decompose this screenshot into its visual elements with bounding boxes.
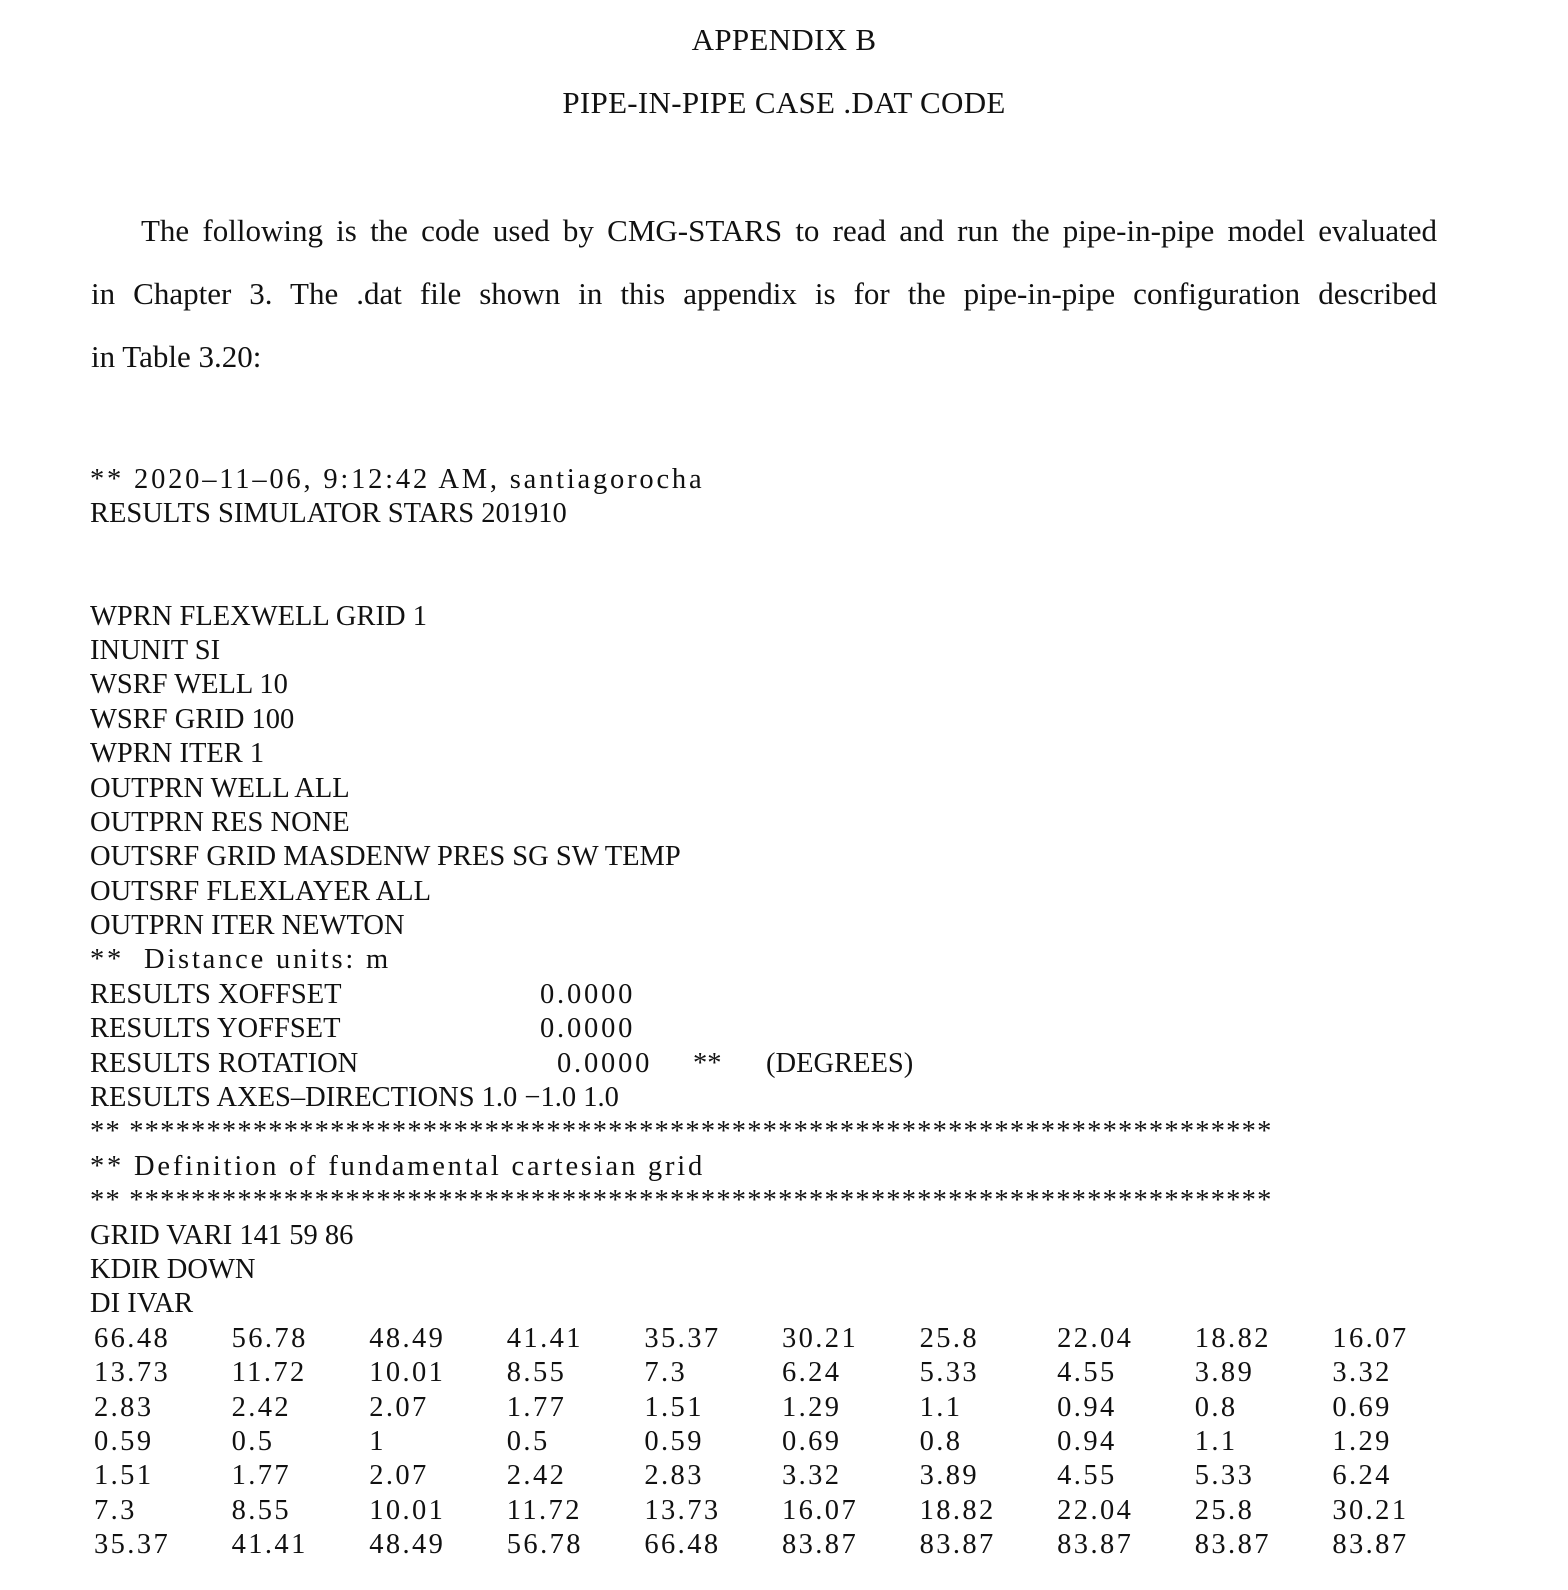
code-axes-directions: RESULTS AXES–DIRECTIONS 1.0 −1.0 1.0 (90, 1082, 619, 1114)
di-value: 1.29 (781, 1391, 842, 1423)
code-results-simulator: RESULTS SIMULATOR STARS 201910 (90, 498, 567, 530)
di-value: 30.21 (1332, 1494, 1409, 1526)
di-value: 6.24 (1332, 1460, 1392, 1492)
code-distance-comment: ** Distance units: m (90, 944, 392, 976)
di-value: 16.07 (781, 1494, 859, 1526)
di-value: 2.83 (644, 1460, 704, 1492)
di-value: 2.83 (94, 1391, 154, 1423)
di-value: 8.55 (506, 1357, 567, 1389)
di-value: 83.87 (1057, 1529, 1134, 1561)
di-row (94, 1391, 1490, 1425)
di-row (94, 1494, 1490, 1528)
di-value: 18.82 (919, 1494, 996, 1526)
di-row (94, 1322, 1490, 1356)
di-value: 66.48 (644, 1529, 721, 1561)
di-value: 0.59 (94, 1425, 154, 1457)
di-value: 83.87 (1194, 1529, 1271, 1561)
di-value: 48.49 (369, 1322, 446, 1354)
di-value: 48.49 (369, 1529, 446, 1561)
di-value: 5.33 (919, 1357, 980, 1389)
code-definition-comment: ** Definition of fundamental cartesian grid (90, 1150, 706, 1182)
code-yoffset (90, 1012, 1490, 1046)
code-grid-vari: GRID VARI 141 59 86 (90, 1219, 354, 1251)
di-value: 0.8 (919, 1425, 963, 1457)
di-value: 41.41 (506, 1322, 583, 1354)
dat-code-listing (90, 463, 1490, 1563)
di-row (94, 1356, 1490, 1390)
di-value: 3.89 (1194, 1357, 1255, 1389)
di-value: 13.73 (94, 1357, 171, 1389)
code-wsrf-grid: WSRF GRID 100 (90, 703, 295, 735)
di-value: 11.72 (506, 1494, 582, 1526)
intro-line-2: in Chapter 3. The .dat file shown in this appendix is for the pipe-in-pipe configuration described (91, 276, 1437, 311)
di-value: 3.32 (781, 1460, 842, 1492)
di-value: 0.94 (1057, 1391, 1117, 1423)
di-value: 41.41 (231, 1529, 308, 1561)
di-value: 4.55 (1057, 1357, 1117, 1389)
di-values-grid (94, 1322, 1490, 1563)
di-value: 83.87 (919, 1529, 996, 1561)
rotation-comment-mark: ** (693, 1047, 722, 1079)
intro-line-3: in Table 3.20: (91, 339, 262, 374)
di-value: 66.48 (94, 1322, 171, 1354)
code-wsrf-well: WSRF WELL 10 (90, 669, 288, 701)
di-value: 0.5 (506, 1425, 550, 1457)
code-outsrf-grid: OUTSRF GRID MASDENW PRES SG SW TEMP (90, 841, 681, 873)
code-kdir: KDIR DOWN (90, 1253, 256, 1285)
appendix-heading: APPENDIX B (691, 22, 877, 57)
code-separator-2: ** ************************************************************************** (90, 1185, 1273, 1217)
di-value: 35.37 (644, 1322, 721, 1354)
di-value: 1.51 (94, 1460, 154, 1492)
rotation-label: RESULTS ROTATION (90, 1047, 359, 1079)
code-xoffset (90, 978, 1490, 1012)
di-value: 2.07 (369, 1460, 429, 1492)
di-value: 3.89 (919, 1460, 980, 1492)
di-value: 83.87 (781, 1529, 859, 1561)
code-wprn-iter: WPRN ITER 1 (90, 738, 265, 770)
di-value: 56.78 (231, 1322, 308, 1354)
code-wprn-flexwell: WPRN FLEXWELL GRID 1 (90, 600, 427, 632)
di-value: 10.01 (369, 1494, 446, 1526)
di-value: 1.29 (1332, 1425, 1392, 1457)
di-value: 1.1 (1194, 1425, 1238, 1457)
di-value: 1.77 (231, 1460, 292, 1492)
di-value: 1.77 (506, 1391, 567, 1423)
di-value: 11.72 (231, 1357, 307, 1389)
di-value: 18.82 (1194, 1322, 1271, 1354)
di-value: 25.8 (919, 1322, 980, 1354)
di-value: 7.3 (94, 1494, 137, 1526)
di-value: 7.3 (644, 1357, 688, 1389)
di-value: 6.24 (781, 1357, 842, 1389)
di-value: 2.42 (231, 1391, 292, 1423)
di-value: 8.55 (231, 1494, 292, 1526)
di-value: 2.07 (369, 1391, 429, 1423)
di-value: 5.33 (1194, 1460, 1255, 1492)
di-value: 10.01 (369, 1357, 446, 1389)
di-value: 0.94 (1057, 1425, 1117, 1457)
rotation-value: 0.0000 (557, 1047, 653, 1079)
code-inunit: INUNIT SI (90, 634, 221, 666)
di-row (94, 1459, 1490, 1493)
di-value: 0.5 (231, 1425, 275, 1457)
code-di-ivar: DI IVAR (90, 1288, 194, 1320)
di-value: 83.87 (1332, 1529, 1409, 1561)
yoffset-label: RESULTS YOFFSET (90, 1013, 341, 1045)
di-value: 22.04 (1057, 1494, 1134, 1526)
di-row (94, 1425, 1490, 1459)
di-value: 2.42 (506, 1460, 567, 1492)
code-outprn-res: OUTPRN RES NONE (90, 806, 350, 838)
di-value: 0.59 (644, 1425, 704, 1457)
di-value: 22.04 (1057, 1322, 1134, 1354)
rotation-unit: (DEGREES) (766, 1047, 914, 1079)
di-value: 0.69 (1332, 1391, 1392, 1423)
di-value: 1.51 (644, 1391, 704, 1423)
code-outprn-iter: OUTPRN ITER NEWTON (90, 910, 405, 942)
di-value: 0.8 (1194, 1391, 1238, 1423)
di-value: 13.73 (644, 1494, 721, 1526)
di-value: 4.55 (1057, 1460, 1117, 1492)
di-value: 3.32 (1332, 1357, 1392, 1389)
di-value: 35.37 (94, 1529, 171, 1561)
di-value: 25.8 (1194, 1494, 1255, 1526)
di-value: 56.78 (506, 1529, 583, 1561)
di-value: 1.1 (919, 1391, 963, 1423)
di-value: 16.07 (1332, 1322, 1409, 1354)
di-row (94, 1528, 1490, 1562)
di-value: 1 (369, 1425, 386, 1457)
yoffset-value: 0.0000 (540, 1013, 636, 1045)
di-value: 30.21 (781, 1322, 859, 1354)
code-header-comment: ** 2020–11–06, 9:12:42 AM, santiagorocha (90, 464, 705, 495)
code-separator-1: ** ************************************************************************** (90, 1116, 1273, 1148)
code-outprn-well: OUTPRN WELL ALL (90, 772, 350, 804)
code-outsrf-flexlayer: OUTSRF FLEXLAYER ALL (90, 875, 431, 907)
intro-line-1: The following is the code used by CMG-STARS to read and run the pipe-in-pipe model evaluated (141, 213, 1437, 248)
xoffset-value: 0.0000 (540, 978, 636, 1010)
code-rotation (90, 1047, 1490, 1081)
xoffset-label: RESULTS XOFFSET (90, 978, 342, 1010)
di-value: 0.69 (781, 1425, 842, 1457)
appendix-title: PIPE-IN-PIPE CASE .DAT CODE (562, 85, 1006, 120)
